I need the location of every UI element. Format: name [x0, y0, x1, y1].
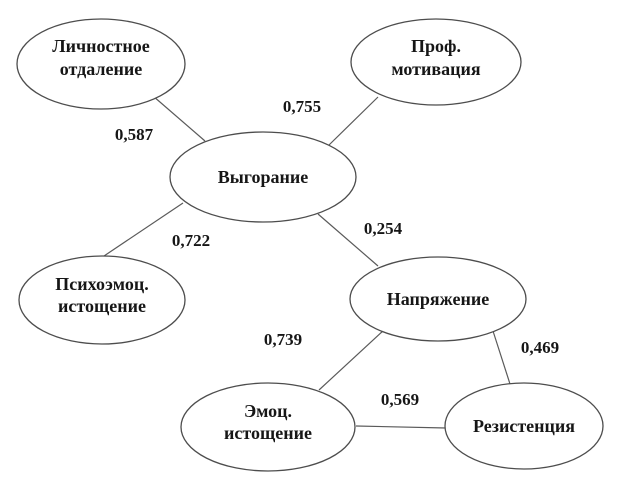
- node-prof-motivation-label-line1: Проф.: [411, 36, 461, 56]
- edge-prof-motivation-burnout-weight: 0,755: [282, 97, 322, 116]
- node-psychoemotional-exhaustion-label-line2: истощение: [58, 296, 146, 316]
- node-personal-detachment: [17, 19, 185, 109]
- node-prof-motivation: [351, 19, 521, 105]
- node-tension: [350, 257, 526, 341]
- edge-psychoemotional-exhaustion-burnout-weight: 0,722: [171, 231, 211, 250]
- edge-personal-detachment-burnout-weight: 0,587: [114, 125, 154, 144]
- node-burnout-label: Выгорание: [217, 167, 309, 187]
- edge-resistance-emotional-exhaustion-weight: 0,569: [380, 390, 420, 409]
- node-resistance-label: Резистенция: [472, 416, 576, 436]
- nodes-layer: [17, 19, 603, 471]
- node-emotional-exhaustion: [181, 383, 355, 471]
- node-tension-label: Напряжение: [386, 289, 490, 309]
- node-emotional-exhaustion-label-line2: истощение: [224, 423, 312, 443]
- node-psychoemotional-exhaustion-label-line1: Психоэмоц.: [55, 274, 149, 294]
- node-personal-detachment-label-line2: отдаление: [59, 59, 143, 79]
- node-prof-motivation-label-line2: мотивация: [391, 59, 481, 79]
- node-personal-detachment-label-line1: Личностное: [52, 36, 150, 56]
- edge-prof-motivation-burnout-line: [329, 97, 378, 145]
- node-resistance: [445, 383, 603, 469]
- node-psychoemotional-exhaustion: [19, 256, 185, 344]
- edges-layer: [104, 96, 559, 428]
- edge-resistance-emotional-exhaustion-line: [356, 426, 446, 428]
- edge-resistance-tension-line: [493, 331, 510, 384]
- node-emotional-exhaustion-label-line1: Эмоц.: [243, 401, 293, 421]
- edge-emotional-exhaustion-tension-weight: 0,739: [263, 330, 303, 349]
- edge-resistance-tension-weight: 0,469: [520, 338, 560, 357]
- edge-personal-detachment-burnout-line: [153, 96, 205, 141]
- node-burnout: [170, 132, 356, 222]
- edge-tension-burnout-weight: 0,254: [363, 219, 403, 238]
- edge-emotional-exhaustion-tension-line: [319, 330, 384, 390]
